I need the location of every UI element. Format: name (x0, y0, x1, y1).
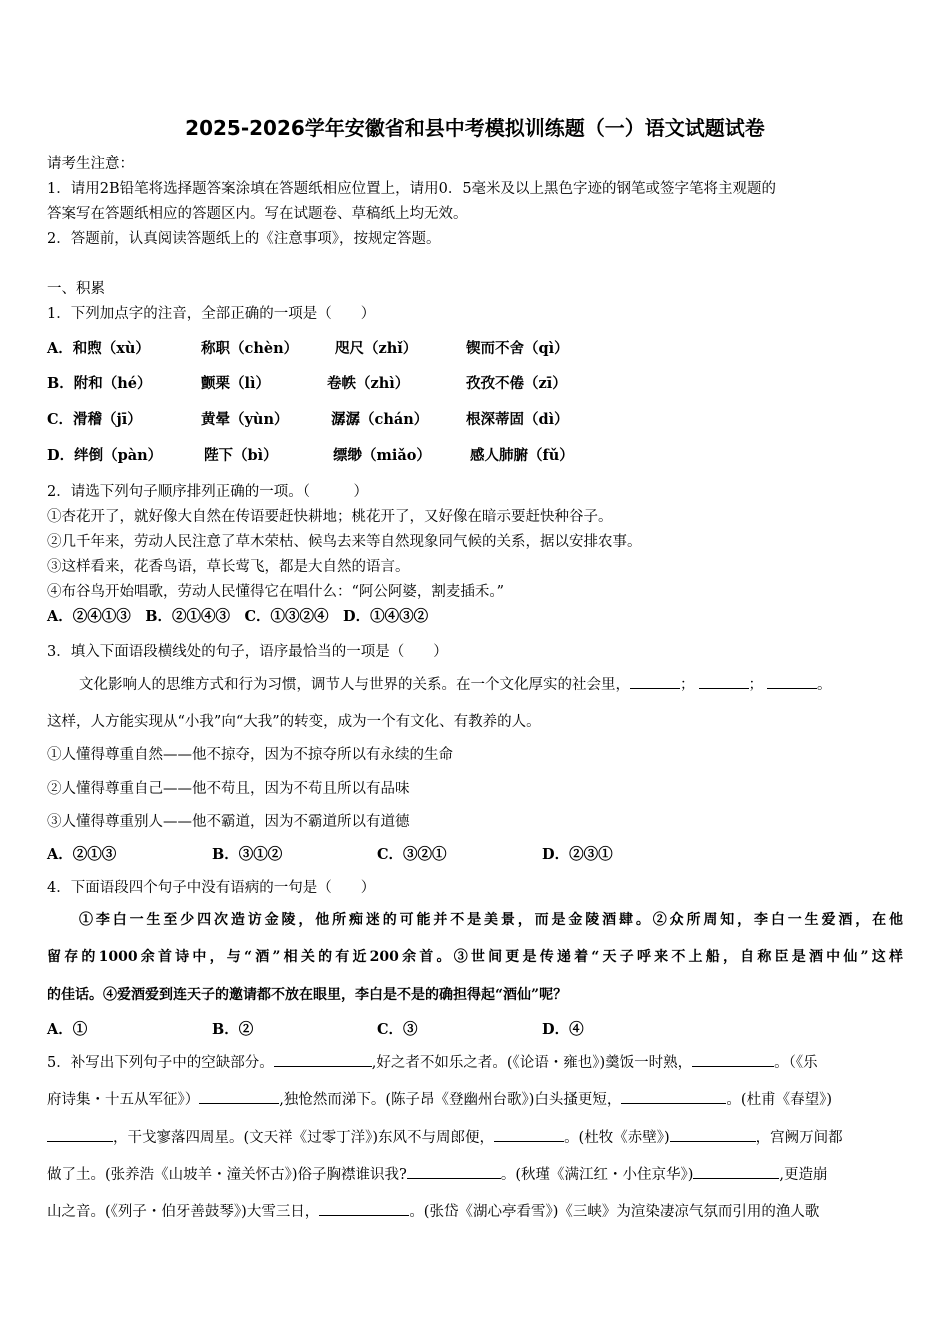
q5-blank-6[interactable] (494, 1127, 564, 1142)
q1-option-b-1: B．附和（hé） (47, 375, 152, 392)
q5-text-4c: ,更造崩 (779, 1167, 828, 1183)
q1-stem: 1．下列加点字的注音，全部正确的一项是（ ） (47, 306, 376, 322)
q5-text-2a: 府诗集・十五从军征》） (47, 1092, 200, 1108)
q3-stem: 3．填入下面语段横线处的句子，语序最恰当的一项是（ ） (47, 644, 448, 660)
q3-paragraph-line-2: 这样，人方能实现从“小我”向“大我”的转变，成为一个有文化、有教养的人。 (47, 714, 541, 730)
q5-blank-1[interactable] (274, 1052, 372, 1067)
q3-sentence-2: ②人懂得尊重自己——他不苟且，因为不苟且所以有品味 (47, 781, 410, 797)
q5-blank-3[interactable] (199, 1089, 279, 1104)
q3-option-c: C．③②① (377, 846, 447, 863)
q3-paragraph-text: 文化影响人的思维方式和行为习惯，调节人与世界的关系。在一个文化厚实的社会里， (79, 677, 630, 693)
q1-option-b-4: 孜孜不倦（zī） (466, 375, 567, 392)
notice-item-1-line-1: 1．请用2B铅笔将选择题答案涂填在答题纸相应位置上，请用0．5毫米及以上黑色字迹的钢笔或签字笔将主观题的 (47, 181, 777, 197)
q5-text-1a: 5．补写出下列句子中的空缺部分。 (47, 1055, 274, 1071)
section-heading: 一、积累 (47, 281, 105, 297)
q3-option-a: A．②①③ (47, 846, 117, 863)
q1-option-a-4: 锲而不舍（qì） (466, 340, 569, 357)
q3-separator-2: ； (748, 677, 763, 693)
q1-option-c-3: 潺潺（chán） (331, 411, 429, 428)
q1-option-a-2: 称职（chèn） (201, 340, 299, 357)
q5-text-3a: ，干戈寥落四周星。(文天祥《过零丁洋》)东风不与周郎便， (113, 1130, 495, 1146)
q5-text-5b: 。(张岱《湖心亭看雪》)《三峡》为渲染凄凉气氛而引用的渔人歌 (409, 1204, 820, 1220)
q4-paragraph-line-3: 的佳话。④爱酒爱到连天子的邀请都不放在眼里，李白是不是的确担得起“酒仙”呢？ (47, 987, 568, 1003)
notice-item-2: 2．答题前，认真阅读答题纸上的《注意事项》，按规定答题。 (47, 231, 441, 247)
q5-text-3c: ，宫阙万间都 (755, 1130, 843, 1146)
q3-sentence-3: ③人懂得尊重别人——他不霸道，因为不霸道所以有道德 (47, 814, 410, 830)
q1-option-b-3: 卷帙（zhì） (327, 375, 410, 392)
q2-sentence-2: ②几千年来，劳动人民注意了草木荣枯、候鸟去来等自然现象同气候的关系，据以安排农事。 (47, 534, 642, 550)
q5-blank-2[interactable] (692, 1052, 774, 1067)
q5-line-5 (47, 1200, 819, 1221)
q4-option-d: D．④ (542, 1021, 584, 1038)
q4-option-c: C．③ (377, 1021, 418, 1038)
q1-option-d-3: 缥缈（miǎo） (333, 447, 431, 464)
q5-text-3b: 。(杜牧《赤壁》) (564, 1130, 670, 1146)
q3-paragraph-end: 。 (817, 677, 832, 693)
q2-options: A．②④①③ B．②①④③ C．①③②④ D．①④③② (47, 608, 429, 625)
q2-sentence-4: ④布谷鸟开始唱歌，劳动人民懂得它在唱什么：“阿公阿婆，割麦插禾。” (47, 584, 505, 600)
q5-blank-7[interactable] (670, 1127, 756, 1142)
q3-blank-1[interactable] (630, 674, 680, 689)
q5-blank-4[interactable] (621, 1089, 726, 1104)
q2-sentence-3: ③这样看来，花香鸟语，草长莺飞，都是大自然的语言。 (47, 559, 410, 575)
q1-option-d-4: 感人肺腑（fǔ） (470, 447, 574, 464)
q4-option-a: A．① (47, 1021, 88, 1038)
q5-text-1b: ,好之者不如乐之者。(《论语・雍也》)羹饭一时熟， (371, 1055, 693, 1071)
q3-blank-2[interactable] (699, 674, 749, 689)
q5-line-1 (47, 1051, 818, 1072)
q5-text-4a: 做了土。(张养浩《山坡羊・潼关怀古》)俗子胸襟谁识我? (47, 1167, 407, 1183)
q5-blank-5[interactable] (47, 1127, 113, 1142)
q5-text-2c: 。(杜甫《春望》) (726, 1092, 832, 1108)
q4-option-b: B．② (212, 1021, 254, 1038)
q1-option-a-3: 咫尺（zhǐ） (335, 340, 418, 357)
q4-paragraph-line-2: 留存的1000余首诗中，与“酒”相关的有近200余首。③世间更是传递着“天子呼来不上船，自称臣是酒中仙”这样 (47, 949, 903, 965)
q1-option-d-1: D．绊倒（pàn） (47, 447, 163, 464)
q3-sentence-1: ①人懂得尊重自然——他不掠夺，因为不掠夺所以有永续的生命 (47, 747, 453, 763)
q4-paragraph-line-1: ①李白一生至少四次造访金陵，他所痴迷的可能并不是美景，而是金陵酒肆。②众所周知，李白一生爱酒，在他 (79, 912, 903, 928)
q1-option-c-4: 根深蒂固（dì） (466, 411, 569, 428)
notice-heading: 请考生注意： (47, 156, 134, 172)
q5-line-3 (47, 1126, 843, 1147)
q5-line-4 (47, 1163, 828, 1184)
q5-blank-8[interactable] (407, 1164, 501, 1179)
q5-text-4b: 。(秋瑾《满江红・小住京华》) (500, 1167, 694, 1183)
q3-option-d: D．②③① (542, 846, 613, 863)
q5-blank-10[interactable] (319, 1201, 409, 1216)
q1-option-d-2: 陛下（bì） (204, 447, 278, 464)
q3-separator-1: ； (680, 677, 695, 693)
q3-option-b: B．③①② (212, 846, 283, 863)
q1-option-b-2: 颤栗（lì） (201, 375, 271, 392)
q4-stem: 4．下面语段四个句子中没有语病的一句是（ ） (47, 880, 376, 896)
q3-blank-3[interactable] (767, 674, 817, 689)
q5-text-1c: 。（《乐 (774, 1055, 818, 1071)
q2-sentence-1: ①杏花开了，就好像大自然在传语要赶快耕地；桃花开了，又好像在暗示要赶快种谷子。 (47, 509, 613, 525)
notice-item-1-line-2: 答案写在答题纸相应的答题区内。写在试题卷、草稿纸上均无效。 (47, 206, 468, 222)
q1-option-c-1: C．滑稽（jī） (47, 411, 142, 428)
q2-stem: 2．请选下列句子顺序排列正确的一项。（ ） (47, 484, 368, 500)
q1-option-a-1: A．和煦（xù） (47, 340, 150, 357)
q5-text-5a: 山之音。(《列子・伯牙善鼓琴》)大雪三日， (47, 1204, 320, 1220)
q3-paragraph-line-1 (79, 673, 832, 694)
q5-blank-9[interactable] (693, 1164, 779, 1179)
page-title: 2025-2026学年安徽省和县中考模拟训练题（一）语文试题试卷 (185, 116, 765, 140)
q5-text-2b: ,独怆然而涕下。(陈子昂《登幽州台歌》)白头搔更短， (279, 1092, 622, 1108)
q5-line-2 (47, 1088, 832, 1109)
q1-option-c-2: 黄晕（yùn） (201, 411, 289, 428)
